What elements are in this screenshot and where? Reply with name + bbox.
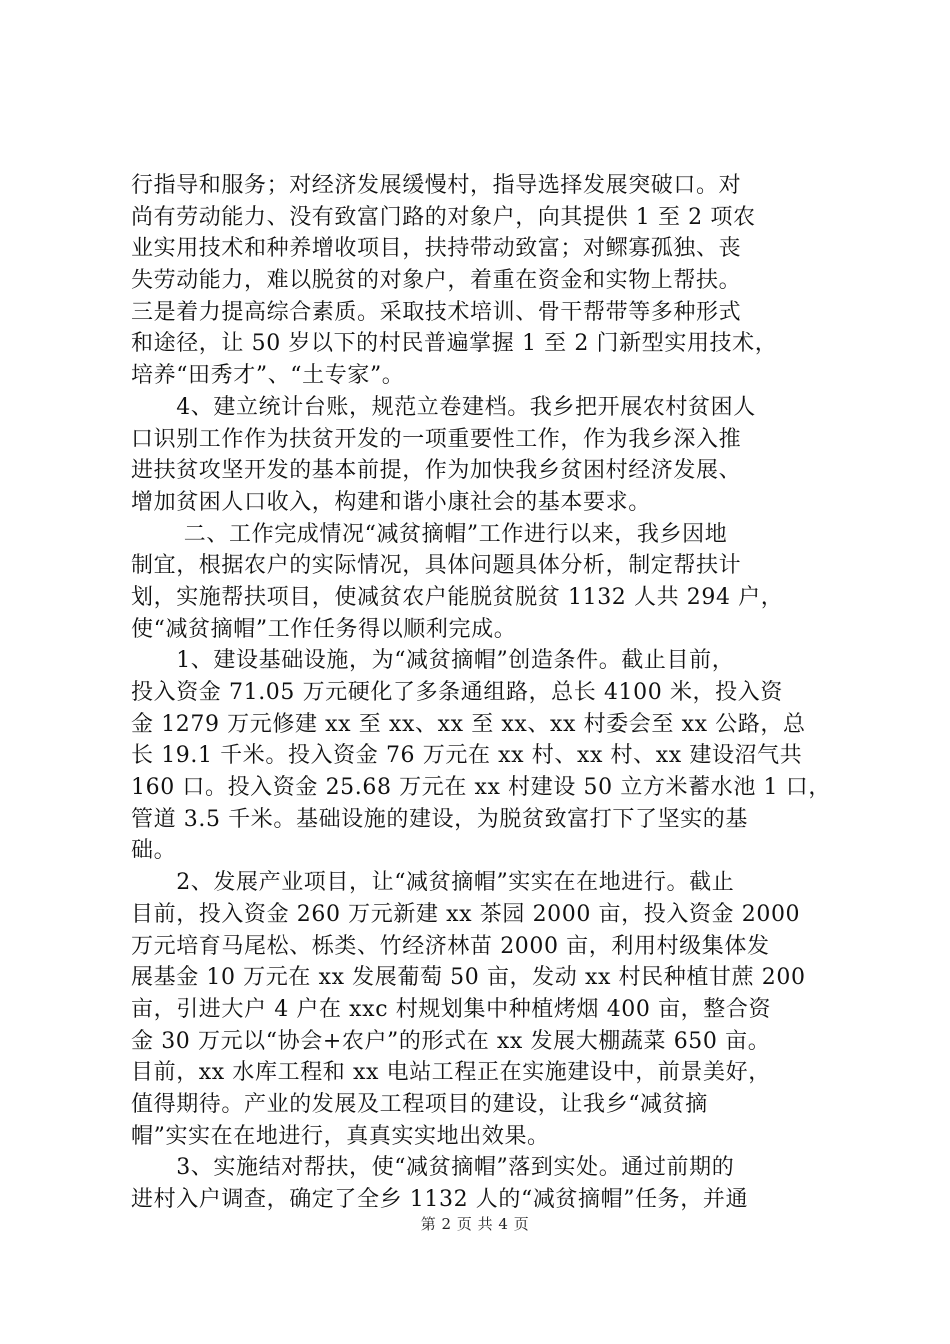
- text-line: 进扶贫攻坚开发的基本前提，作为加快我乡贫困村经济发展、: [131, 458, 742, 484]
- text-line: 万元培育马尾松、栎类、竹经济林苗 2000 亩，利用村级集体发: [131, 933, 770, 959]
- text-line: 帽”实实在在地进行，真真实实地出效果。: [131, 1123, 550, 1149]
- body-text: [131, 170, 831, 1216]
- text-line: 和途径，让 50 岁以下的村民普遍掌握 1 至 2 门新型实用技术，: [131, 331, 778, 357]
- text-line: 目前，xx 水库工程和 xx 电站工程正在实施建设中，前景美好，: [131, 1060, 771, 1086]
- text-line: 行指导和服务；对经济发展缓慢村，指导选择发展突破口。对: [131, 173, 742, 198]
- text-line: 投入资金 71.05 万元硬化了多条通组路，总长 4100 米，投入资: [131, 680, 783, 705]
- text-line: 长 19.1 千米。投入资金 76 万元在 xx 村、xx 村、xx 建设沼气共: [131, 743, 803, 769]
- text-line: 二、工作完成情况“减贫摘帽”工作进行以来，我乡因地: [131, 521, 728, 547]
- text-line: 4、建立统计台账，规范立卷建档。我乡把开展农村贫困人: [131, 394, 756, 420]
- text-line: 金 30 万元以“协会+农户”的形式在 xx 发展大棚蔬菜 650 亩。: [131, 1028, 771, 1054]
- text-line: 口识别工作作为扶贫开发的一项重要性工作，作为我乡深入推: [131, 426, 742, 452]
- text-line: 失劳动能力，难以脱贫的对象户，着重在资金和实物上帮扶。: [131, 268, 742, 294]
- text-line: 制宜，根据农户的实际情况，具体问题具体分析，制定帮扶计: [131, 553, 742, 579]
- text-line: 尚有劳动能力、没有致富门路的对象户，向其提供 1 至 2 项农: [131, 204, 756, 230]
- page-number-footer: 第 2 页 共 4 页: [420, 1215, 530, 1233]
- text-line: 值得期待。产业的发展及工程项目的建设，让我乡“减贫摘: [131, 1091, 708, 1117]
- text-line: 金 1279 万元修建 xx 至 xx、xx 至 xx、xx 村委会至 xx 公路，总: [131, 711, 806, 737]
- text-line: 展基金 10 万元在 xx 发展葡萄 50 亩，发动 xx 村民种植甘蔗 200: [131, 965, 806, 991]
- text-line: 3、实施结对帮扶，使“减贫摘帽”落到实处。通过前期的: [131, 1155, 735, 1181]
- text-line: 1、建设基础设施，为“减贫摘帽”创造条件。截止目前，: [131, 648, 735, 674]
- text-line: 2、发展产业项目，让“减贫摘帽”实实在在地进行。截止: [131, 870, 735, 896]
- text-line: 培养“田秀才”、“土专家”。: [131, 363, 405, 389]
- text-line: 进村入户调查，确定了全乡 1132 人的“减贫摘帽”任务，并通: [131, 1187, 749, 1212]
- text-line: 160 口。投入资金 25.68 万元在 xx 村建设 50 立方米蓄水池 1 口，: [131, 775, 831, 801]
- text-line: 础。: [131, 838, 177, 864]
- text-line: 使“减贫摘帽”工作任务得以顺利完成。: [131, 616, 517, 642]
- text-line: 三是着力提高综合素质。采取技术培训、骨干帮带等多种形式: [131, 299, 742, 325]
- text-line: 目前，投入资金 260 万元新建 xx 茶园 2000 亩，投入资金 2000: [131, 901, 801, 927]
- text-line: 亩，引进大户 4 户在 xxc 村规划集中种植烤烟 400 亩，整合资: [131, 996, 772, 1022]
- text-line: 业实用技术和种养增收项目，扶持带动致富；对鳏寡孤独、丧: [131, 236, 742, 262]
- text-line: 增加贫困人口收入，构建和谐小康社会的基本要求。: [131, 489, 651, 515]
- text-line: 管道 3.5 千米。基础设施的建设，为脱贫致富打下了坚实的基: [131, 806, 748, 832]
- text-line: 划，实施帮扶项目，使减贫农户能脱贫脱贫 1132 人共 294 户，: [131, 584, 784, 610]
